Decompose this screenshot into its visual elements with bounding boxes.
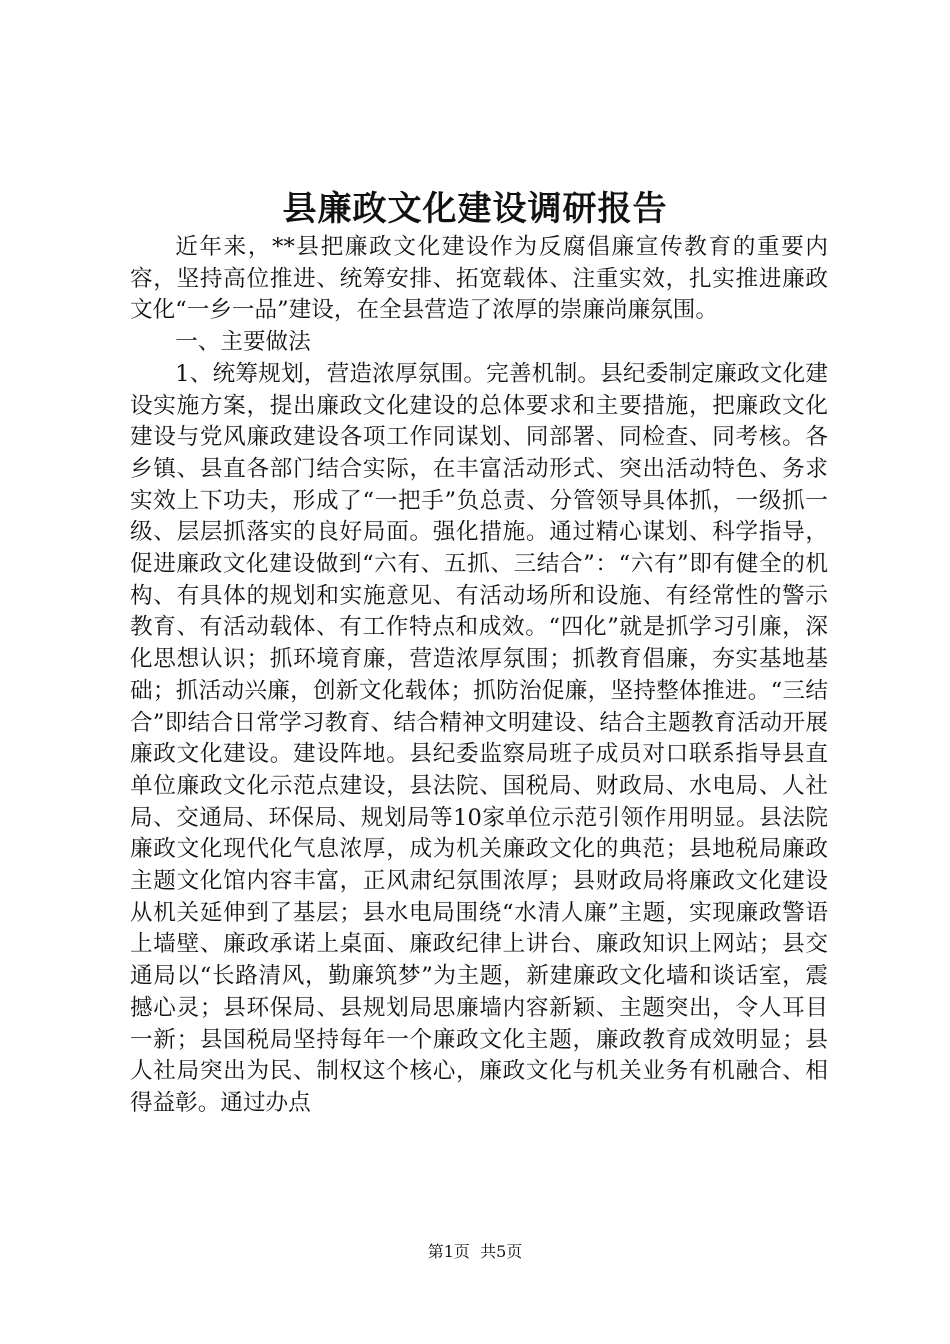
body-paragraph: 1、统筹规划，营造浓厚氛围。完善机制。县纪委制定廉政文化建设实施方案，提出廉政文化建设的总体要求和主要措施，把廉政文化建设与党风廉政建设各项工作同谋划、同部署、同检查、同考核。各乡镇、县直各部门结合实际，在丰富活动形式、突出活动特色、务求实效上下功夫，形成了“一把手”负总责、分管领导具体抓，一级抓一级、层层抓落实的良好局面。强化措施。通过精心谋划、科学指导，促进廉政文化建设做到“六有、五抓、三结合”：“六有”即有健全的机构、有具体的规划和实施意见、有活动场所和设施、有经常性的警示教育、有活动载体、有工作特点和成效。“四化”就是抓学习引廉，深化思想认识；抓环境育廉，营造浓厚氛围；抓教育倡廉，夯实基地基础；抓活动兴廉，创新文化载体；抓防治促廉，坚持整体推进。“三结合”即结合日常学习教育、结合精神文明建设、结合主题教育活动开展廉政文化建设。建设阵地。县纪委监察局班子成员对口联系指导县直单位廉政文化示范点建设，县法院、国税局、财政局、水电局、人社局、交通局、环保局、规划局等10家单位示范引领作用明显。县法院廉政文化现代化气息浓厚，成为机关廉政文化的典范；县地税局廉政主题文化馆内容丰富，正风肃纪氛围浓厚；县财政局将廉政文化建设从机关延伸到了基层；县水电局围绕“水清人廉”主题，实现廉政警语上墙壁、廉政承诺上桌面、廉政纪律上讲台、廉政知识上网站；县交通局以“长路清风，勤廉筑梦”为主题，新建廉政文化墙和谈话室，震撼心灵；县环保局、县规划局思廉墙内容新颖、主题突出，令人耳目一新；县国税局坚持每年一个廉政文化主题，廉政教育成效明显；县人社局突出为民、制权这个核心，廉政文化与机关业务有机融合、相得益彰。通过办点: [130, 360, 828, 1116]
document-title: 县廉政文化建设调研报告: [282, 189, 668, 229]
page-footer: 第1页 共5页: [427, 1242, 523, 1261]
document-body: [130, 232, 828, 1120]
intro-paragraph: 近年来，**县把廉政文化建设作为反腐倡廉宣传教育的重要内容，坚持高位推进、统筹安排、拓宽载体、注重实效，扎实推进廉政文化“一乡一品”建设，在全县营造了浓厚的崇廉尚廉氛围。: [130, 234, 828, 324]
section-heading: 一、主要做法: [175, 329, 311, 356]
